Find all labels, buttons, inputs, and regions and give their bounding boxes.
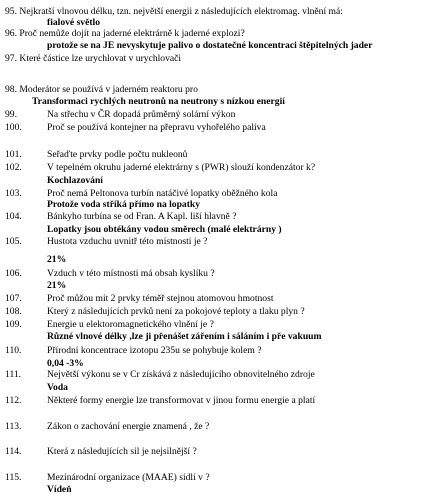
- question-105: Hustota vzduchu uvnitř této místnosti je ?: [47, 236, 208, 247]
- number-109: 109.: [5, 319, 22, 330]
- question-102: V tepelném okruhu jaderné elektrárny s (PWR) slouží kondenzátor k?: [47, 162, 316, 173]
- question-108: Který z následujících prvků není za pokojové teploty a tlaku plyn ?: [47, 306, 305, 317]
- question-106: Vzduch v této místnosti má obsah kyslíku ?: [47, 268, 215, 279]
- question-101: Seřaďte prvky podle počtu nukleonů: [47, 149, 188, 160]
- number-115: 115.: [5, 472, 22, 483]
- number-108: 108.: [5, 306, 22, 317]
- answer-98: Transformaci rychlých neutronů na neutrony s nízkou energií: [32, 96, 285, 107]
- number-112: 112.: [5, 395, 22, 406]
- question-110: Přírodní koncentrace izotopu 235u se pohybuje kolem ?: [47, 345, 262, 356]
- number-100: 100.: [5, 122, 22, 133]
- question-96: 96. Proč nemůže dojít na jaderné elektrárně k jaderné explozi?: [5, 28, 245, 39]
- question-107: Proč můžou mít 2 prvky téměř stejnou atomovou hmotnost: [47, 293, 274, 304]
- answer-109: Různé vlnové délky ,lze ji přenášet zářením i sáláním i pře vakuum: [47, 331, 322, 342]
- number-113: 113.: [5, 421, 22, 432]
- question-115: Mezinárodní organizace (MAAE) sídlí v ?: [47, 472, 210, 483]
- number-105: 105.: [5, 236, 22, 247]
- answer-106: 21%: [47, 280, 67, 291]
- question-113: Zákon o zachování energie znamená , že ?: [47, 421, 210, 432]
- answer-111: Voda: [47, 382, 68, 393]
- number-102: 102.: [5, 162, 22, 173]
- number-114: 114.: [5, 446, 22, 457]
- number-110: 110.: [5, 345, 22, 356]
- question-114: Která z následujících sil je nejsilnější ?: [47, 446, 197, 457]
- number-99: 99.: [5, 109, 17, 120]
- answer-102: Kochlazování: [47, 175, 103, 186]
- number-106: 106.: [5, 268, 22, 279]
- number-107: 107.: [5, 293, 22, 304]
- question-97: 97. Které částice lze urychlovat v urychlovači: [5, 53, 182, 64]
- question-111: Největší výkonu se v Cr získává z následujícího obnovitelného zdroje: [47, 369, 315, 380]
- question-104: Bánkyho turbína se od Fran. A Kapl. liší hlavně ?: [47, 211, 237, 222]
- number-103: 103.: [5, 188, 22, 199]
- answer-105: 21%: [47, 254, 67, 265]
- number-111: 111.: [5, 369, 22, 380]
- question-99: Na střechu v ČR dopadá průměrný solární výkon: [47, 109, 236, 120]
- question-98: 98. Moderátor se používá v jaderném reaktoru pro: [5, 84, 198, 95]
- question-103: Proč nemá Peltonova turbín natáčivé lopatky oběžného kola: [47, 188, 278, 199]
- answer-104: Lopatky jsou obtékány vodou směrech (malé elektrárny ): [47, 224, 282, 235]
- question-112: Některé formy energie lze transformovat v jinou formu energie a platí: [47, 395, 316, 406]
- question-109: Energie u elektoromagnetického vlnění je ?: [47, 319, 214, 330]
- answer-110: 0,04 -3%: [47, 358, 84, 369]
- number-104: 104.: [5, 211, 22, 222]
- answer-96: protože se na JE nevyskytuje palivo o dostatečné koncentraci štěpitelných jader: [47, 40, 373, 51]
- answer-95: fialové světlo: [47, 17, 101, 28]
- question-100: Proč se používá kontejner na přepravu vyhořelého paliva: [47, 122, 266, 133]
- number-101: 101.: [5, 149, 22, 160]
- answer-103: Protože voda stříká přímo na lopatky: [47, 199, 201, 210]
- answer-115: Vídeň: [47, 484, 72, 495]
- question-95: 95. Nejkratší vlnovou délku, tzn. největší energii z následujících elektromag. vlnění má:: [5, 6, 343, 17]
